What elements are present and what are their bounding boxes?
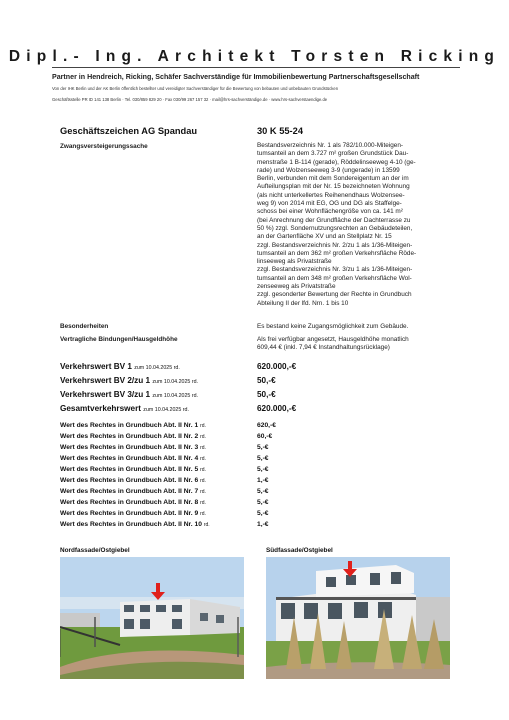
bindungen-line: 609,44 € (inkl. 7,94 € Instandhaltungsrücklage) bbox=[257, 344, 390, 352]
right-suffix: rd. bbox=[200, 511, 206, 517]
right-suffix: rd. bbox=[200, 467, 206, 473]
right-label: Wert des Rechtes in Grundbuch Abt. II Nr. 2 bbox=[60, 433, 199, 440]
desc-line: weg 9) von 2014 mit EG, OG und DG als Staffelge- bbox=[257, 200, 402, 208]
right-row bbox=[60, 499, 206, 506]
right-amount: 5,-€ bbox=[257, 488, 269, 495]
right-amount: 5,-€ bbox=[257, 466, 269, 473]
header-subtitle: Partner in Hendreich, Ricking, Schäfer Sachverständige für Immobilienbewertung Partnerschaftsgesellschaft bbox=[52, 73, 420, 81]
desc-line: Berlin, verbunden mit dem Sondereigentum an der im bbox=[257, 175, 409, 183]
right-label: Wert des Rechtes in Grundbuch Abt. II Nr. 3 bbox=[60, 444, 199, 451]
header-divider bbox=[52, 67, 460, 68]
photo-north-facade bbox=[60, 557, 244, 679]
right-suffix: rd. bbox=[200, 478, 206, 484]
right-label: Wert des Rechtes in Grundbuch Abt. II Nr. 5 bbox=[60, 466, 199, 473]
right-suffix: rd. bbox=[200, 434, 206, 440]
desc-line: zzgl. Bestandsverzeichnis Nr. 3/zu 1 als 1/36-Miteigen- bbox=[257, 266, 413, 274]
right-suffix: rd. bbox=[200, 500, 206, 506]
header-credentials: Von der IHK Berlin und der AK Berlin öffentlich bestellter und vereidigter Sachverständiger für die Bewertung von bebauten und unbebauten Grundstücken bbox=[52, 86, 339, 91]
right-label: Wert des Rechtes in Grundbuch Abt. II Nr. 7 bbox=[60, 488, 199, 495]
case-label: Geschäftszeichen AG Spandau bbox=[60, 126, 198, 136]
desc-line: 50 %) zzgl. Sondernutzungsrechten an Gebäudeteilen, bbox=[257, 224, 413, 232]
right-label: Wert des Rechtes in Grundbuch Abt. II Nr. 1 bbox=[60, 422, 199, 429]
right-row bbox=[60, 433, 206, 440]
right-amount: 620,-€ bbox=[257, 422, 276, 429]
desc-line: (als nicht unterkellertes Reihenendhaus Wolzensee- bbox=[257, 191, 405, 199]
value-amount: 50,-€ bbox=[257, 376, 276, 385]
value-date: zum 10.04.2025 rd. bbox=[152, 393, 199, 399]
desc-line: (bei Anrechnung der Grundfläche der Dachterrasse zu bbox=[257, 216, 411, 224]
desc-line: schoss bei einer Wohnflächengröße von ca. 141 m² bbox=[257, 208, 403, 216]
value-date: zum 10.04.2025 rd. bbox=[134, 365, 180, 371]
desc-line: menstraße 1 B-114 (gerade), Röddelinseeweg 4-10 (ge- bbox=[257, 158, 416, 166]
desc-line: linseeweg als Privatstraße bbox=[257, 258, 332, 266]
desc-line: an der Gartenfläche XV und an Stellplatz Nr. 15 bbox=[257, 233, 392, 241]
desc-line: zzgl. Bestandsverzeichnis Nr. 2/zu 1 als 1/36-Miteigen- bbox=[257, 241, 413, 249]
right-suffix: rd. bbox=[200, 445, 206, 451]
besonderheiten-text: Es bestand keine Zugangsmöglichkeit zum Gebäude. bbox=[257, 323, 409, 330]
right-label: Wert des Rechtes in Grundbuch Abt. II Nr. 6 bbox=[60, 477, 199, 484]
value-label: Verkehrswert BV 2/zu 1 bbox=[60, 376, 151, 385]
desc-line: zzgl. gesonderter Bewertung der Rechte in Grundbuch bbox=[257, 291, 412, 299]
desc-line: zenseeweg als Privatstraße bbox=[257, 283, 336, 291]
value-row-bv3 bbox=[60, 390, 198, 399]
desc-line: tumsanteil an dem 362 m² großen Verkehrsfläche Röde- bbox=[257, 249, 417, 257]
header-contact: Geschäftsstelle PR ID 141 138 Berlin · Tel. 030/859 829 20 · Fax 030/99 267 157 32 · mail@hrs-sachverständige.de · www.hrs-sachverstaendige.de bbox=[52, 97, 328, 102]
property-description bbox=[257, 142, 460, 308]
value-amount: 620.000,-€ bbox=[257, 404, 297, 413]
desc-line: rade) und Wolzenseeweg 3-9 (ungerade) in 13599 bbox=[257, 166, 400, 174]
value-label: Gesamtverkehrswert bbox=[60, 404, 142, 413]
right-suffix: rd. bbox=[200, 489, 206, 495]
right-label: Wert des Rechtes in Grundbuch Abt. II Nr. 10 bbox=[60, 521, 202, 528]
desc-line: Abteilung II der lfd. Nrn. 1 bis 10 bbox=[257, 299, 349, 307]
right-row bbox=[60, 521, 210, 528]
right-label: Wert des Rechtes in Grundbuch Abt. II Nr. 8 bbox=[60, 499, 199, 506]
right-row bbox=[60, 477, 206, 484]
right-row bbox=[60, 488, 206, 495]
case-number: 30 K 55-24 bbox=[257, 126, 303, 136]
right-suffix: rd. bbox=[200, 456, 206, 462]
south-facade-illustration bbox=[266, 557, 450, 679]
photo-caption-north: Nordfassade/Ostgiebel bbox=[60, 547, 130, 554]
value-amount: 50,-€ bbox=[257, 390, 276, 399]
bindungen-line: Als frei verfügbar angesetzt, Hausgeldhöhe monatlich bbox=[257, 336, 409, 343]
right-amount: 1,-€ bbox=[257, 477, 269, 484]
value-date: zum 10.04.2025 rd. bbox=[143, 407, 189, 413]
right-amount: 5,-€ bbox=[257, 455, 269, 462]
right-amount: 5,-€ bbox=[257, 444, 269, 451]
label-besonderheiten: Besonderheiten bbox=[60, 323, 109, 330]
photo-caption-south: Südfassade/Ostgiebel bbox=[266, 547, 333, 554]
value-row-bv1 bbox=[60, 362, 180, 371]
desc-line: Aufteilungsplan mit der Nr. 15 bezeichneten Wohnung bbox=[257, 183, 410, 191]
right-row bbox=[60, 466, 206, 473]
value-row-bv2 bbox=[60, 376, 198, 385]
photo-south-facade bbox=[266, 557, 450, 679]
right-suffix: rd. bbox=[203, 522, 210, 528]
right-label: Wert des Rechtes in Grundbuch Abt. II Nr. 4 bbox=[60, 455, 199, 462]
right-suffix: rd. bbox=[200, 423, 206, 429]
bindungen-text bbox=[257, 336, 460, 353]
right-label: Wert des Rechtes in Grundbuch Abt. II Nr. 9 bbox=[60, 510, 199, 517]
page-title: Dipl.- Ing. Architekt Torsten Ricking bbox=[8, 48, 501, 65]
right-row bbox=[60, 510, 206, 517]
value-label: Verkehrswert BV 1 bbox=[60, 362, 132, 371]
desc-line: Bestandsverzeichnis Nr. 1 als 782/10.000-Miteigen- bbox=[257, 142, 403, 149]
right-amount: 60,-€ bbox=[257, 433, 273, 440]
value-row-total bbox=[60, 404, 189, 413]
label-zwangsversteigerung: Zwangsversteigerungssache bbox=[60, 143, 148, 150]
label-bindungen: Vertragliche Bindungen/Hausgeldhöhe bbox=[60, 336, 178, 343]
desc-line: tumsanteil an dem 3.727 m² großen Grundstück Dau- bbox=[257, 150, 409, 158]
value-date: zum 10.04.2025 rd. bbox=[152, 379, 199, 385]
value-label: Verkehrswert BV 3/zu 1 bbox=[60, 390, 151, 399]
value-amount: 620.000,-€ bbox=[257, 362, 297, 371]
right-row bbox=[60, 422, 206, 429]
north-facade-illustration bbox=[60, 557, 244, 679]
right-row bbox=[60, 444, 206, 451]
right-amount: 5,-€ bbox=[257, 510, 269, 517]
right-row bbox=[60, 455, 206, 462]
right-amount: 1,-€ bbox=[257, 521, 269, 528]
right-amount: 5,-€ bbox=[257, 499, 269, 506]
desc-line: tumsanteil an dem 348 m² großen Verkehrsfläche Wol- bbox=[257, 274, 412, 282]
